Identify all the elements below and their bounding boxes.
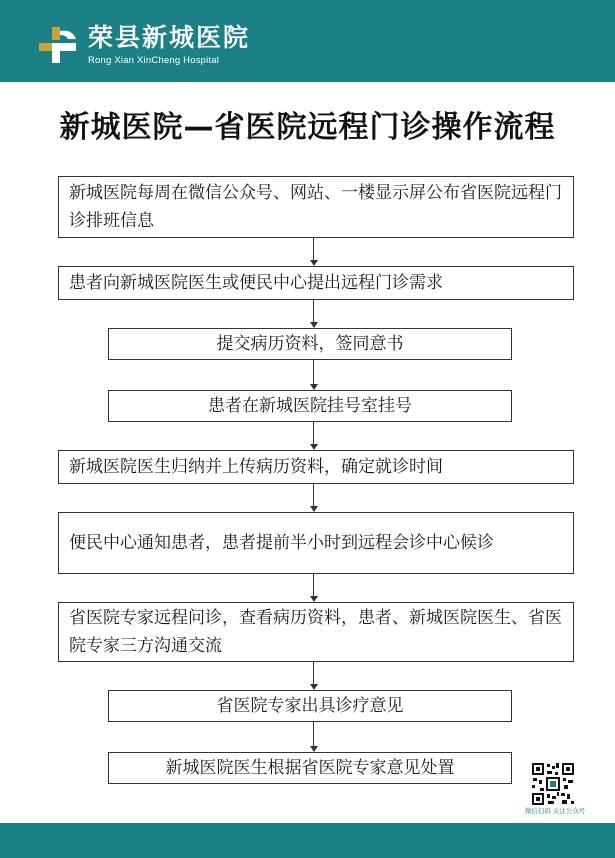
flow-arrow: [310, 300, 318, 328]
flow-step-8: 省医院专家出具诊疗意见: [108, 690, 512, 722]
qr-code-icon: [531, 762, 575, 806]
flow-arrow: [310, 422, 318, 450]
qr-caption: 微信扫码 关注公众号: [524, 807, 586, 815]
hospital-name-cn: 荣县新城医院: [88, 23, 251, 52]
flow-arrow: [310, 484, 318, 512]
flow-step-2: 患者向新城医院医生或便民中心提出远程门诊需求: [58, 266, 574, 300]
flow-arrow: [310, 574, 318, 602]
flow-arrow: [310, 360, 318, 390]
flow-step-4: 患者在新城医院挂号室挂号: [108, 390, 512, 422]
flow-step-9: 新城医院医生根据省医院专家意见处置: [108, 752, 512, 784]
flow-arrow: [310, 662, 318, 690]
flow-arrow: [310, 722, 318, 752]
flow-step-3: 提交病历资料，签同意书: [108, 328, 512, 360]
flow-step-7: 省医院专家远程问诊，查看病历资料，患者、新城医院医生、省医院专家三方沟通交流: [58, 602, 574, 662]
flow-step-1: 新城医院每周在微信公众号、网站、一楼显示屏公布省医院远程门诊排班信息: [58, 176, 574, 238]
footer-bar: [0, 823, 615, 858]
flow-step-6: 便民中心通知患者，患者提前半小时到远程会诊中心候诊: [58, 512, 574, 574]
hospital-name-en: Rong Xian XinCheng Hospital: [88, 55, 220, 66]
page-title: 新城医院—省医院远程门诊操作流程: [59, 110, 556, 145]
flow-step-5: 新城医院医生归纳并上传病历资料，确定就诊时间: [58, 450, 574, 484]
flow-arrow: [310, 238, 318, 266]
